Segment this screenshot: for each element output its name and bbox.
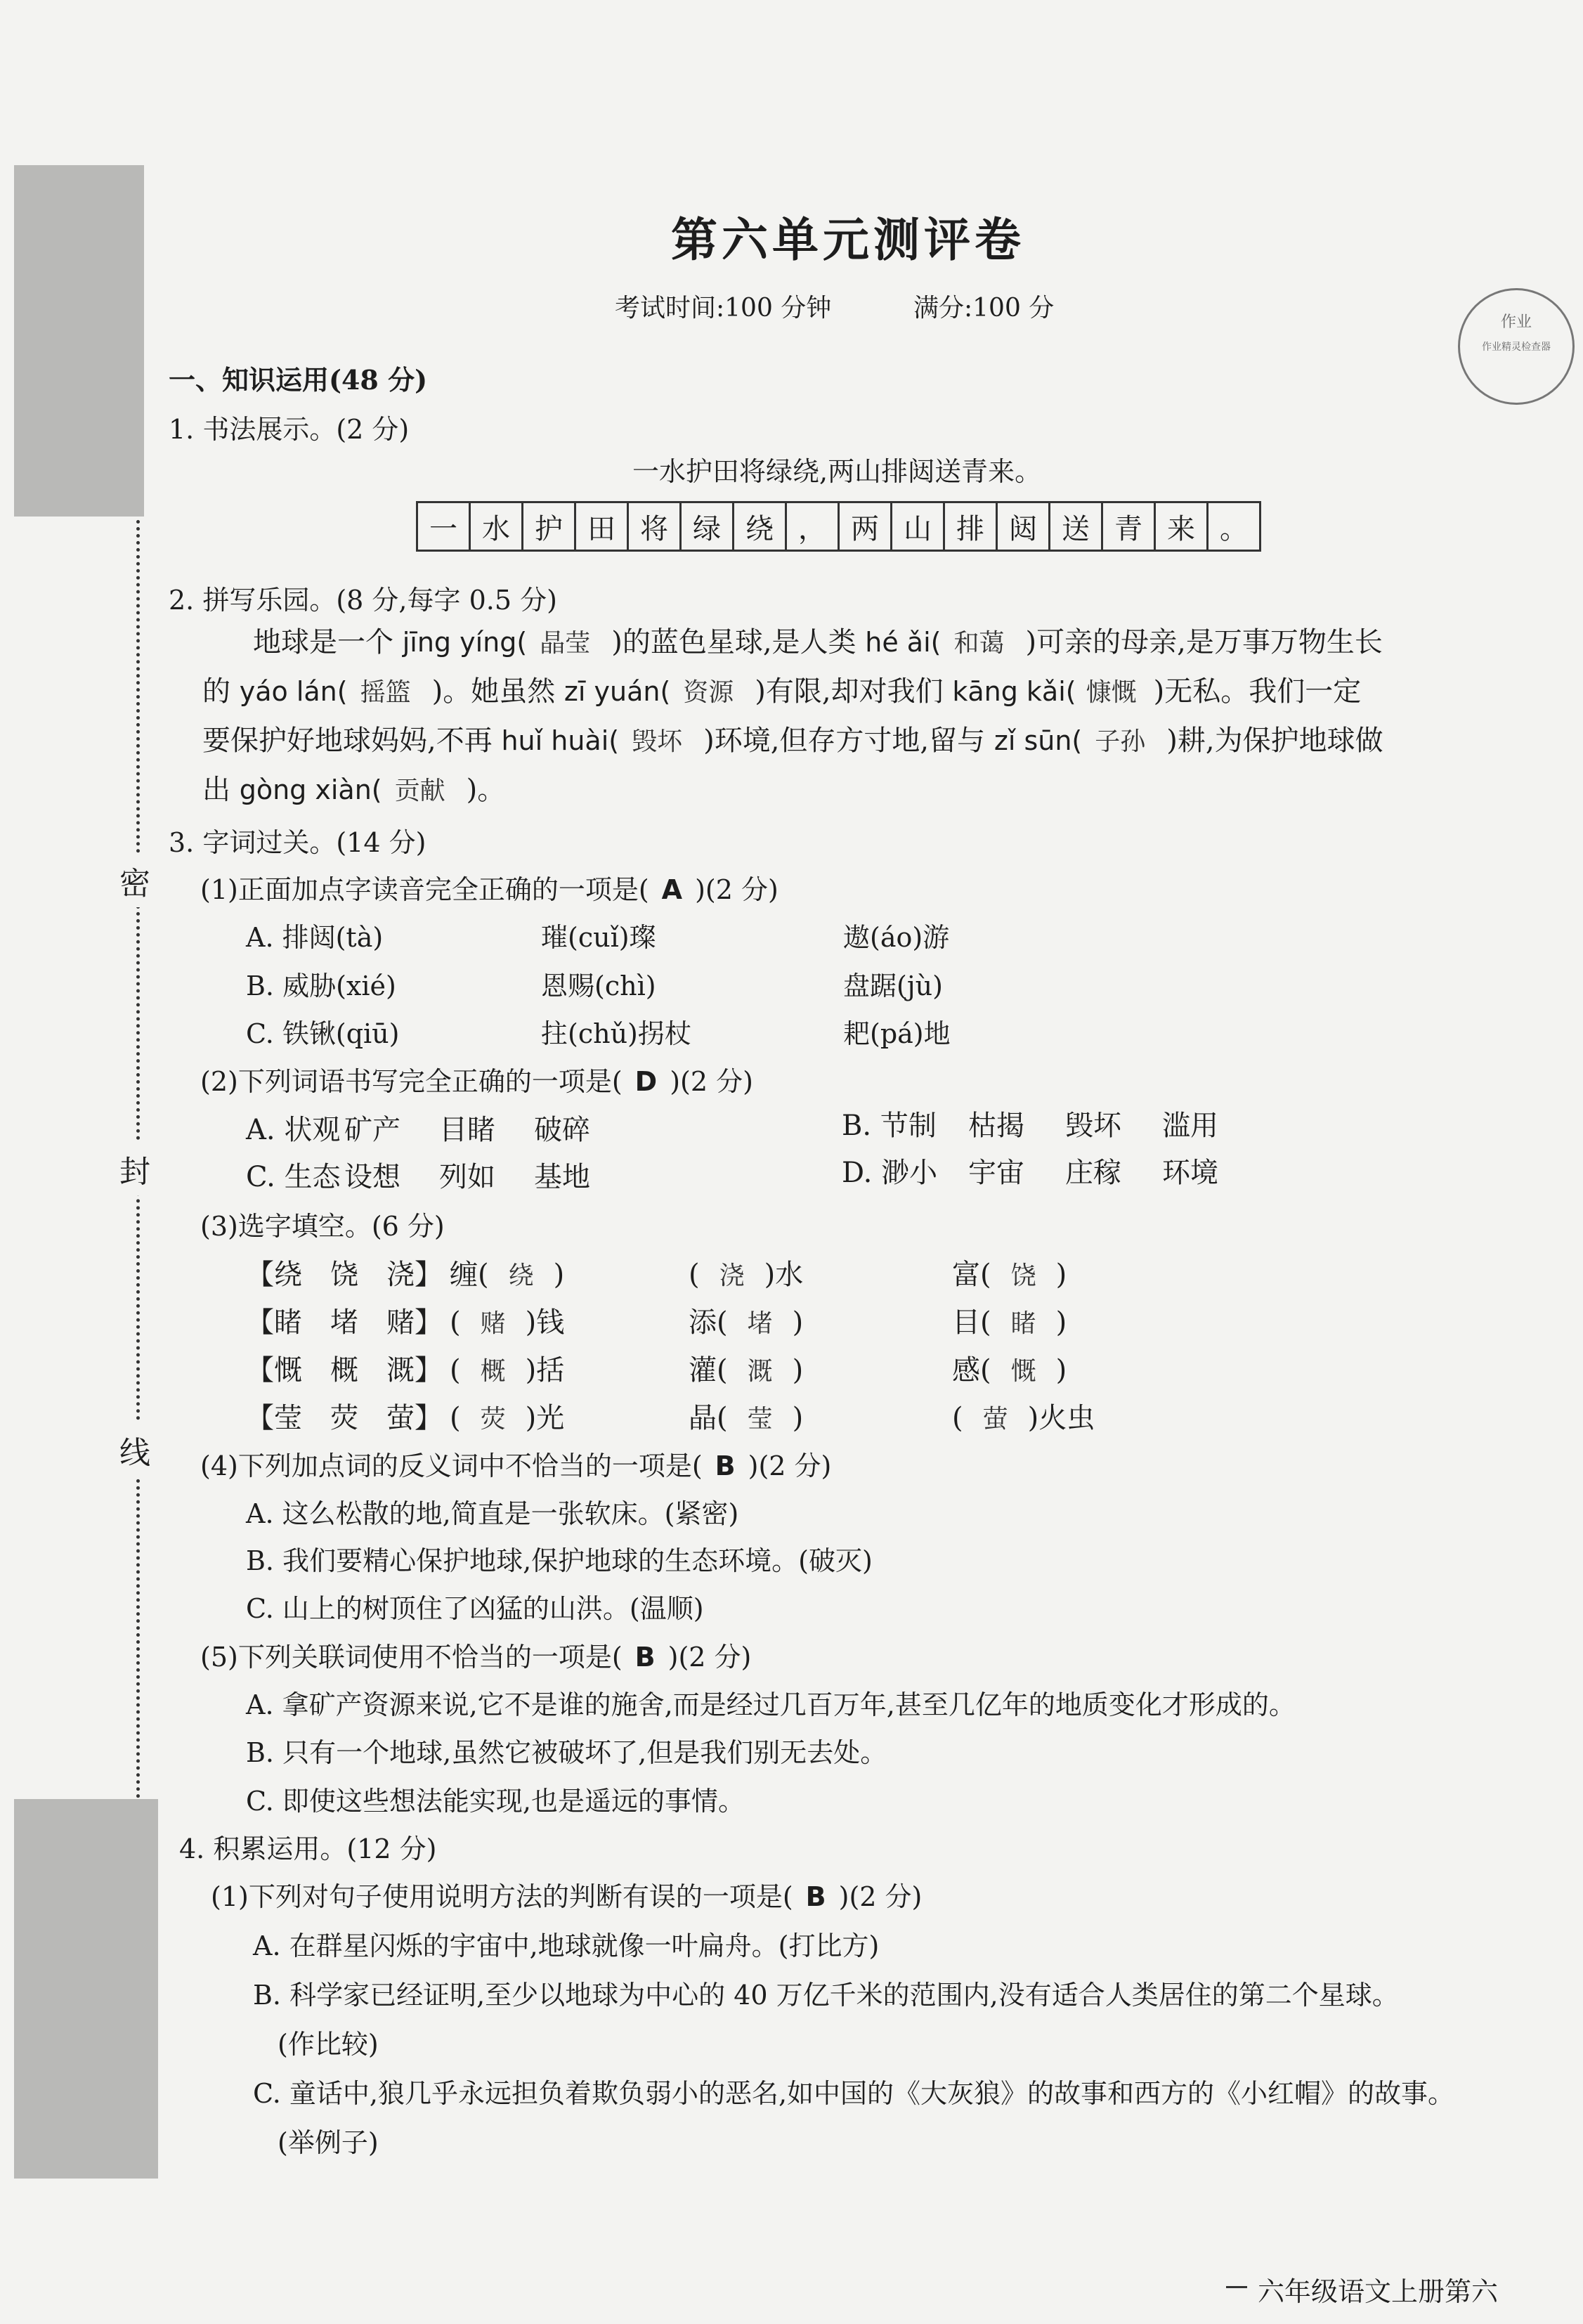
text: ): [792, 1306, 804, 1339]
calligraphy-cell: 绕: [734, 502, 786, 551]
q3-sub4-stem: [200, 1444, 831, 1483]
q3-sub5-stem: [200, 1635, 751, 1674]
text: ): [553, 1259, 565, 1291]
text: )可亲的母亲,是万事万物生长: [1025, 626, 1383, 658]
tail: )(2 分): [748, 1450, 832, 1481]
text: (: [450, 1306, 461, 1339]
char-group: 【慨 概 溉】: [246, 1354, 443, 1387]
word: 宇宙: [968, 1157, 1024, 1189]
handwritten-answer: 子孙: [1095, 727, 1146, 756]
calligraphy-cell: 青: [1102, 502, 1155, 551]
q4-sub1-opt-c-note: (举例子): [278, 2127, 379, 2158]
char-group: 【绕 饶 浇】: [246, 1259, 443, 1291]
q3-sub4-opt-c: C. 山上的树顶住了凶猛的山洪。(温顺): [246, 1593, 704, 1624]
binding-margin-top: [14, 165, 144, 517]
word: D. 渺小: [842, 1157, 938, 1189]
handwritten-answer: 饶: [1010, 1261, 1036, 1290]
handwritten-answer: 和蔼: [953, 629, 1005, 658]
text: )水: [764, 1259, 804, 1291]
text: 感(: [952, 1354, 991, 1387]
fill-item-1: [450, 1396, 564, 1436]
text: 富(: [952, 1259, 991, 1291]
q4-sub1-opt-c: C. 童话中,狼几乎永远担负着欺负弱小的恶名,如中国的《大灰狼》的故事和西方的《小红帽》的故事。: [253, 2078, 1455, 2109]
text: )光: [525, 1402, 565, 1434]
text: 晶(: [689, 1402, 728, 1434]
q3-sub1-a2: 璀(cuǐ)璨: [541, 922, 656, 953]
handwritten-answer: 赌: [480, 1309, 506, 1338]
fill-item-2: [689, 1348, 803, 1388]
tail: )(2 分): [670, 1066, 753, 1097]
stem: (5)下列关联词使用不恰当的一项是(: [200, 1642, 623, 1673]
tail: )(2 分): [838, 1881, 923, 1912]
q1-label: 1. 书法展示。(2 分): [169, 414, 410, 445]
word: 环境: [1162, 1157, 1218, 1189]
word: 枯揭: [968, 1110, 1024, 1142]
stamp-text-1: 作业: [1500, 313, 1532, 331]
calligraphy-cell: 田: [575, 502, 628, 551]
text: 添(: [689, 1306, 728, 1339]
word: 基地: [534, 1161, 590, 1193]
handwritten-answer: 溉: [747, 1357, 773, 1386]
q4-sub1-stem: [211, 1875, 922, 1914]
calligraphy-cell: 水: [470, 502, 523, 551]
stem: (1)下列对句子使用说明方法的判断有误的一项是(: [211, 1881, 793, 1912]
text: ): [1055, 1259, 1067, 1291]
section-heading: 一、知识运用(48 分): [169, 364, 428, 396]
answer: B: [805, 1881, 826, 1912]
text: 要保护好地球妈妈,不再: [202, 725, 493, 757]
q2-line-1: [253, 620, 1383, 660]
pinyin: yáo lán(: [239, 676, 348, 707]
handwritten-answer: 贡献: [394, 777, 445, 805]
handwritten-answer: 浇: [719, 1261, 745, 1290]
q3-sub5-opt-a: A. 拿矿产资源来说,它不是谁的施舍,而是经过几百万年,甚至几亿年的地质变化才形成的。: [246, 1689, 1296, 1720]
handwritten-answer: 堵: [747, 1309, 773, 1338]
binding-margin-bottom: [14, 1799, 158, 2179]
q2-line-3: [202, 718, 1383, 758]
fill-item-3: [952, 1348, 1067, 1388]
pinyin: jīng yíng(: [402, 627, 528, 658]
fill-item-2: [689, 1396, 803, 1436]
q1-sentence: 一水护田将绿绕,两山排闼送青来。: [632, 456, 1042, 487]
answer: B: [634, 1642, 656, 1673]
pinyin: hé ǎi(: [865, 627, 942, 658]
handwritten-answer: 慷慨: [1086, 678, 1137, 707]
char-group: 【莹 荧 萤】: [246, 1402, 443, 1434]
text: )的蓝色星球,是人类: [611, 626, 856, 658]
q3-sub1-b1: B. 威胁(xié): [246, 971, 396, 1001]
fill-item-2: [689, 1300, 803, 1340]
fill-char-group: [246, 1300, 443, 1340]
handwritten-answer: 睹: [1010, 1309, 1036, 1338]
calligraphy-cell: ，: [786, 502, 839, 551]
q3-sub2-d: [842, 1150, 1218, 1190]
calligraphy-cell: 两: [839, 502, 892, 551]
q3-sub4-opt-b: B. 我们要精心保护地球,保护地球的生态环境。(破灭): [246, 1545, 873, 1576]
text: )无私。我们一定: [1153, 675, 1362, 708]
q3-sub2-stem: [200, 1060, 753, 1098]
handwritten-answer: 概: [480, 1357, 506, 1386]
stem: (4)下列加点词的反义词中不恰当的一项是(: [200, 1450, 703, 1481]
text: 目(: [952, 1306, 991, 1339]
handwritten-answer: 毁坏: [632, 727, 683, 756]
q3-sub1-b3: 盘踞(jù): [843, 971, 943, 1001]
answer: A: [661, 874, 683, 905]
calligraphy-cell: 护: [523, 502, 575, 551]
gutter-char-mi: 密: [119, 854, 150, 907]
q3-sub1-b2: 恩赐(chì): [541, 971, 656, 1001]
word: 矿产: [344, 1114, 400, 1146]
fill-item-3: [952, 1396, 1095, 1436]
calligraphy-grid: [416, 501, 1261, 552]
q3-sub4-opt-a: A. 这么松散的地,简直是一张软床。(紧密): [246, 1498, 739, 1529]
handwritten-answer: 荧: [480, 1405, 506, 1434]
q3-sub2-a: [246, 1108, 590, 1148]
q3-sub1-a1: A. 排闼(tà): [246, 922, 384, 953]
text: ): [792, 1354, 804, 1387]
q2-label: 2. 拼写乐园。(8 分,每字 0.5 分): [169, 585, 557, 616]
handwritten-answer: 慨: [1010, 1357, 1036, 1386]
text: )有限,却对我们: [755, 675, 944, 708]
text: )。她虽然: [431, 675, 556, 708]
q4-sub1-opt-b: B. 科学家已经证明,至少以地球为中心的 40 万亿千米的范围内,没有适合人类居住的第二个星球。: [253, 1980, 1399, 2011]
q3-sub2-b: [842, 1103, 1218, 1143]
exam-score: 满分:100 分: [913, 294, 1055, 323]
q3-sub1-c2: 拄(chǔ)拐杖: [541, 1018, 691, 1049]
text: 灌(: [689, 1354, 728, 1387]
answer: B: [715, 1450, 736, 1481]
text: ): [792, 1402, 804, 1434]
word: 破碎: [534, 1114, 590, 1146]
text: 缠(: [450, 1259, 489, 1291]
handwritten-answer: 资源: [683, 678, 734, 707]
q3-sub1-c3: 耙(pá)地: [843, 1018, 951, 1049]
calligraphy-cell: 。: [1208, 502, 1260, 551]
calligraphy-cell: 将: [628, 502, 681, 551]
stamp-text-2: 作业精灵检查器: [1482, 342, 1551, 353]
pinyin: zǐ sūn(: [994, 725, 1083, 756]
q2-line-4: [202, 767, 505, 807]
fill-item-2: [689, 1252, 803, 1292]
fill-char-group: [246, 1396, 443, 1436]
answer: D: [634, 1066, 658, 1097]
calligraphy-cell: 排: [944, 502, 997, 551]
exam-time: 考试时间:100 分钟: [615, 294, 832, 323]
word: A. 状观: [246, 1114, 341, 1146]
calligraphy-cell: 来: [1155, 502, 1208, 551]
word: B. 节制: [842, 1110, 937, 1142]
text: ): [1055, 1354, 1067, 1387]
fill-char-group: [246, 1348, 443, 1388]
text: )耕,为保护地球做: [1166, 725, 1383, 757]
word: 目睹: [439, 1114, 495, 1146]
word: 列如: [439, 1161, 495, 1193]
handwritten-answer: 莹: [747, 1405, 773, 1434]
calligraphy-cell: 绿: [681, 502, 734, 551]
footer-dash: [1226, 2286, 1247, 2288]
pinyin: huǐ huài(: [501, 725, 620, 756]
text: )钱: [525, 1306, 565, 1339]
pinyin: kāng kǎi(: [952, 676, 1076, 707]
handwritten-answer: 摇篮: [360, 678, 411, 707]
text: 出: [202, 774, 230, 806]
tail: )(2 分): [667, 1642, 752, 1673]
homework-stamp: [1458, 288, 1575, 405]
q4-label: 4. 积累运用。(12 分): [179, 1833, 437, 1864]
handwritten-answer: 萤: [982, 1405, 1008, 1434]
fill-item-1: [450, 1348, 564, 1388]
page-title: 第六单元测评卷: [671, 212, 1025, 267]
gutter-char-xian: 线: [119, 1423, 150, 1476]
word: 设想: [344, 1161, 400, 1193]
q3-sub1-a3: 遨(áo)游: [843, 922, 950, 953]
q4-sub1-opt-a: A. 在群星闪烁的宇宙中,地球就像一叶扁舟。(打比方): [253, 1930, 880, 1961]
calligraphy-cell: 山: [892, 502, 944, 551]
word: 滥用: [1162, 1110, 1218, 1142]
stem: (2)下列词语书写完全正确的一项是(: [200, 1066, 623, 1097]
handwritten-answer: 晶莹: [540, 629, 591, 658]
text: )括: [525, 1354, 565, 1387]
stem: (1)正面加点字读音完全正确的一项是(: [200, 874, 649, 905]
q3-sub5-opt-c: C. 即使这些想法能实现,也是遥远的事情。: [246, 1786, 745, 1817]
q3-sub3-stem: (3)选字填空。(6 分): [200, 1211, 445, 1242]
char-group: 【睹 堵 赌】: [246, 1306, 443, 1339]
pinyin: gòng xiàn(: [239, 774, 382, 805]
calligraphy-cell: 送: [1050, 502, 1102, 551]
calligraphy-cell: 一: [417, 502, 470, 551]
gutter-char-feng: 封: [119, 1142, 150, 1195]
q4-sub1-opt-b-note: (作比较): [278, 2029, 379, 2060]
q3-label: 3. 字词过关。(14 分): [169, 827, 426, 858]
tail: )(2 分): [695, 874, 779, 905]
text: (: [450, 1402, 461, 1434]
handwritten-answer: 绕: [508, 1261, 534, 1290]
text: )环境,但存方寸地,留与: [703, 725, 986, 757]
q3-sub1-stem: [200, 868, 779, 907]
text: (: [952, 1402, 963, 1434]
text: 的: [202, 675, 230, 708]
text: ): [1055, 1306, 1067, 1339]
fill-item-3: [952, 1252, 1067, 1292]
fill-item-1: [450, 1252, 564, 1292]
pinyin: zī yuán(: [564, 676, 671, 707]
calligraphy-cell: 闼: [997, 502, 1050, 551]
fill-char-group: [246, 1252, 443, 1292]
q3-sub5-opt-b: B. 只有一个地球,虽然它被破坏了,但是我们别无去处。: [246, 1737, 887, 1768]
q2-line-2: [202, 669, 1361, 709]
fill-item-3: [952, 1300, 1067, 1340]
text: (: [450, 1354, 461, 1387]
text: )火虫: [1027, 1402, 1095, 1434]
page-footer: 六年级语文上册第六: [1258, 2276, 1499, 2307]
word: 庄稼: [1065, 1157, 1121, 1189]
word: 毁坏: [1065, 1110, 1121, 1142]
q3-sub2-c: [246, 1155, 590, 1195]
text: 地球是一个: [253, 626, 393, 658]
text: )。: [466, 774, 506, 806]
text: (: [689, 1259, 700, 1291]
q3-sub1-c1: C. 铁锹(qiū): [246, 1018, 400, 1049]
fill-item-1: [450, 1300, 564, 1340]
word: C. 生态: [246, 1161, 341, 1193]
